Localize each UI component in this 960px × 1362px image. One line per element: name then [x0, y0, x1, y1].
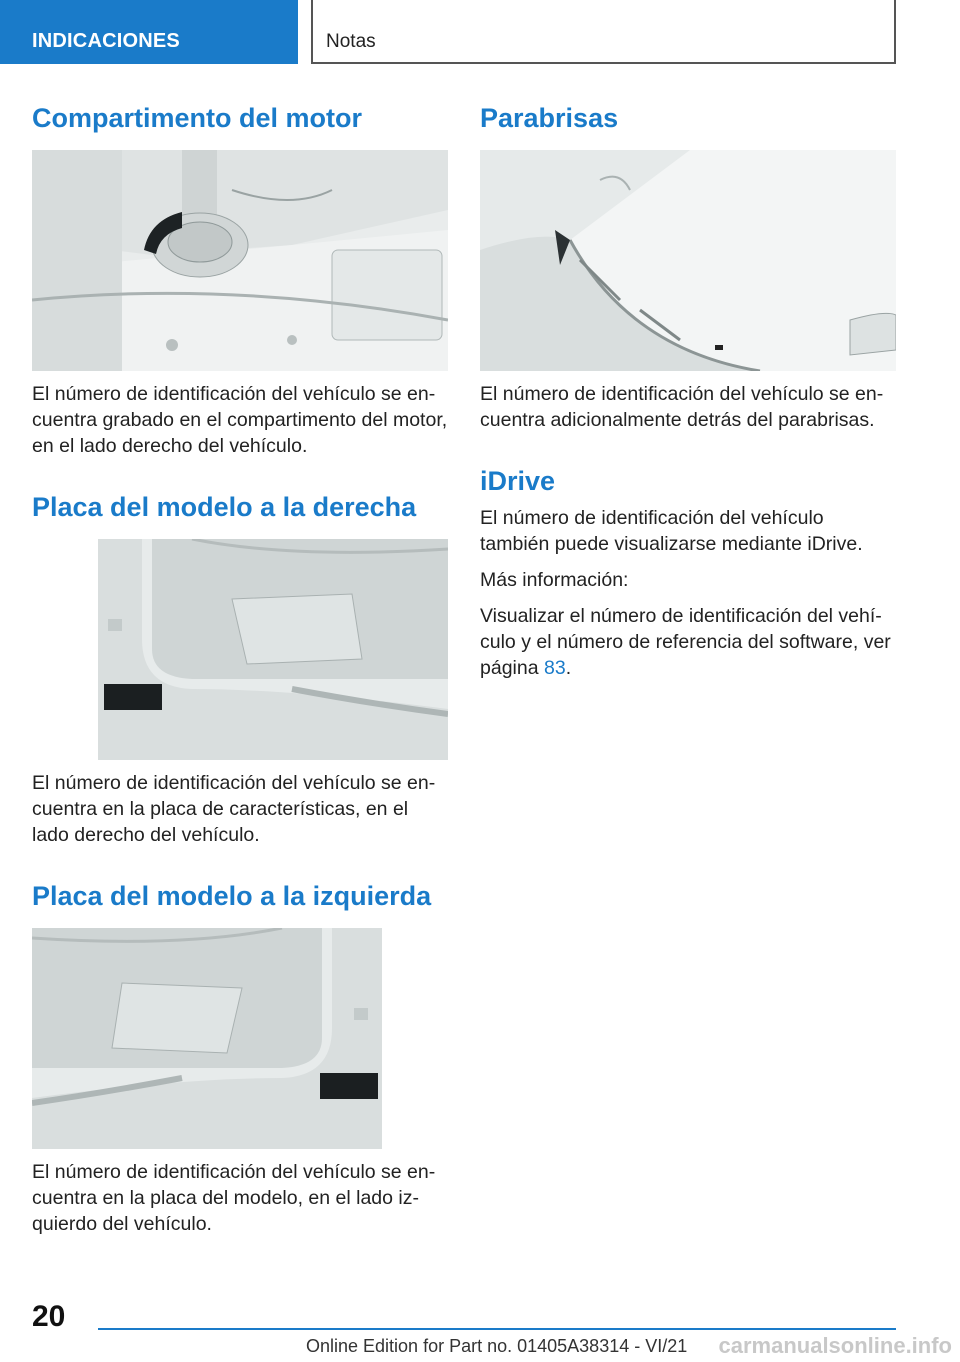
more-info-label: Más información: — [480, 569, 629, 591]
left-plate-heading: Placa del modelo a la izquierda — [32, 881, 432, 911]
windshield-text: El número de identificación del vehículo se en- cuentra adicionalmente detrás del parabrisas. — [480, 383, 884, 431]
footer-edition: Online Edition for Part no. 01405A38314 - VI/21 — [306, 1336, 688, 1356]
engine-compartment-heading: Compartimento del motor — [32, 103, 363, 133]
reference-suffix: . — [565, 657, 572, 679]
engine-compartment-image — [32, 150, 448, 371]
right-column — [480, 100, 896, 681]
right-plate-image — [32, 539, 448, 760]
windshield-heading: Parabrisas — [480, 103, 619, 133]
windshield-image — [480, 150, 896, 371]
header-frame — [311, 0, 896, 64]
subsection-title: Notas — [326, 31, 376, 52]
idrive-heading: iDrive — [480, 466, 556, 496]
right-plate-heading: Placa del modelo a la derecha — [32, 492, 417, 522]
idrive-reference-text — [480, 603, 896, 681]
idrive-text: El número de identificación del vehículo también puede visualizarse mediante iDrive. — [480, 507, 863, 555]
footer-divider — [98, 1328, 896, 1330]
reference-text: Visualizar el número de identificación del vehí- culo y el número de referencia del software, ver página — [480, 605, 891, 679]
section-tab: INDICACIONES — [0, 0, 298, 64]
left-plate-image — [32, 928, 448, 1149]
left-column — [32, 100, 448, 1237]
right-plate-text: El número de identificación del vehículo se en- cuentra en la placa de características, en el lado derecho del vehículo. — [32, 772, 436, 846]
page-number: 20 — [32, 1300, 66, 1333]
watermark: carmanualsonline.info — [718, 1333, 952, 1358]
page-83-link[interactable]: 83 — [543, 657, 566, 679]
engine-compartment-text: El número de identificación del vehículo se en- cuentra grabado en el compartimento del motor, en el lado derecho del vehículo. — [32, 383, 448, 457]
left-plate-text: El número de identificación del vehículo se en- cuentra en la placa del modelo, en el lado iz- quierdo del vehículo. — [32, 1161, 436, 1235]
